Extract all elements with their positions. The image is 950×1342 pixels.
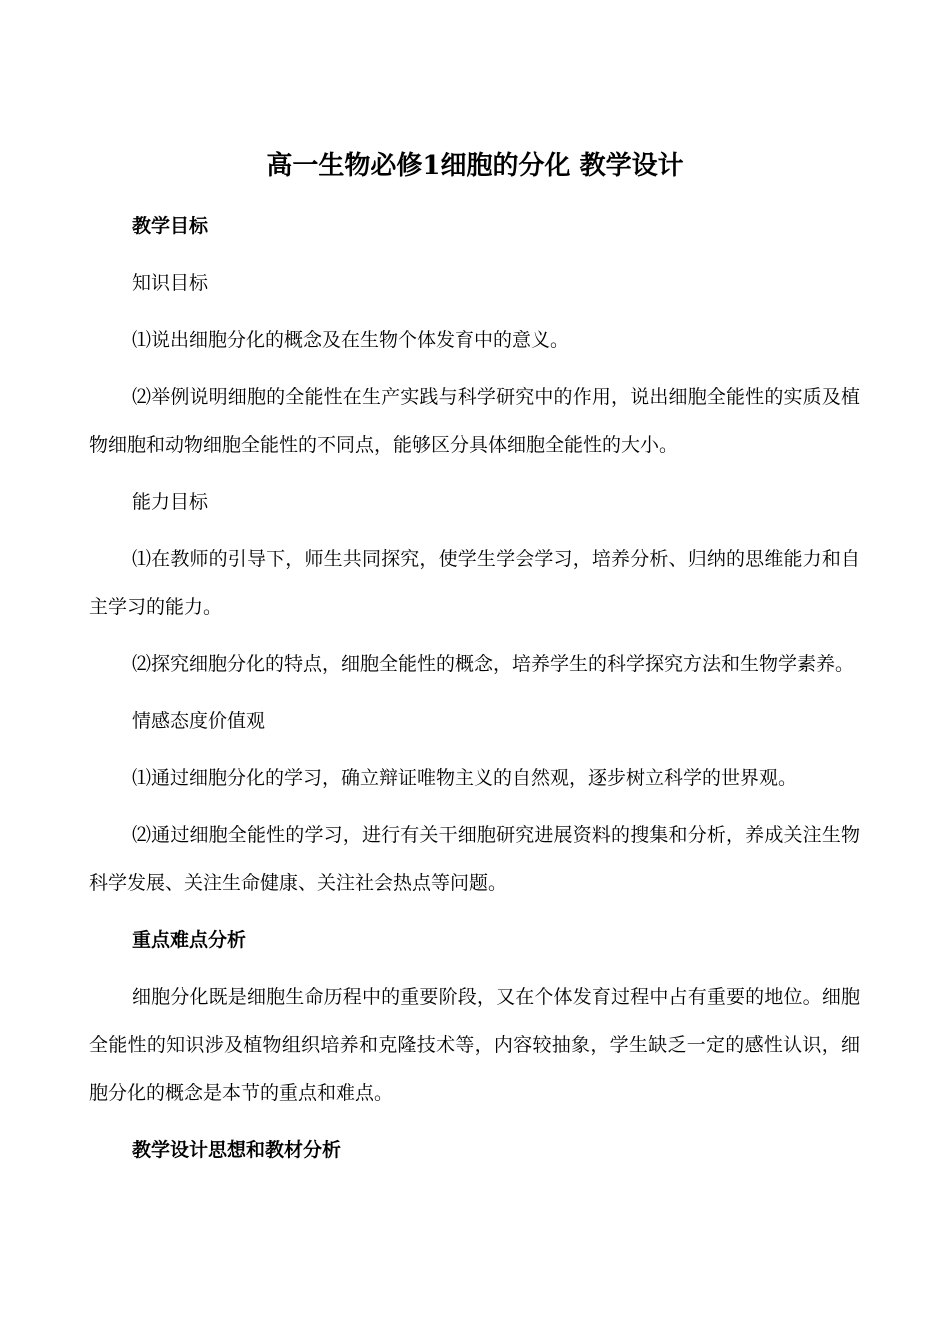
paragraph	[89, 754, 860, 802]
section-heading	[89, 916, 860, 964]
text-line: 胞分化的概念是本节的重点和难点。	[89, 1082, 394, 1104]
section-heading	[89, 1126, 860, 1174]
subsection-heading	[89, 697, 860, 745]
text-line: 主学习的能力。	[89, 596, 223, 618]
text-line: ⑴说出细胞分化的概念及在生物个体发育中的意义。	[132, 329, 570, 351]
text-line: ⑵探究细胞分化的特点，细胞全能性的概念，培养学生的科学探究方法和生物学素养。	[132, 653, 855, 675]
text-line: ⑴通过细胞分化的学习，确立辩证唯物主义的自然观，逐步树立科学的世界观。	[132, 767, 798, 789]
subsection-heading	[89, 259, 860, 307]
text-line: ⑴在教师的引导下，师生共同探究，使学生学会学习，培养分析、归纳的思维能力和自	[132, 548, 860, 570]
text-line: 知识目标	[132, 272, 209, 294]
document-title: 高一生物必修1细胞的分化 教学设计	[266, 151, 684, 181]
text-line: 教学目标	[132, 215, 209, 237]
paragraph	[89, 640, 860, 688]
document-body	[89, 202, 860, 1183]
text-line: 重点难点分析	[132, 929, 247, 951]
text-line: 细胞分化既是细胞生命历程中的重要阶段，又在个体发育过程中占有重要的地位。细胞	[132, 986, 860, 1008]
text-line: 全能性的知识涉及植物组织培养和克隆技术等，内容较抽象，学生缺乏一定的感性认识，细	[89, 1034, 860, 1056]
text-line: 能力目标	[132, 491, 209, 513]
text-line: ⑵举例说明细胞的全能性在生产实践与科学研究中的作用，说出细胞全能性的实质及植	[132, 386, 860, 408]
text-line: 科学发展、关注生命健康、关注社会热点等问题。	[89, 872, 508, 894]
paragraph	[89, 316, 860, 364]
paragraph	[89, 811, 860, 907]
paragraph	[89, 973, 860, 1117]
text-line: 物细胞和动物细胞全能性的不同点，能够区分具体细胞全能性的大小。	[89, 434, 679, 456]
text-line: 情感态度价值观	[132, 710, 266, 732]
paragraph	[89, 535, 860, 631]
subsection-heading	[89, 478, 860, 526]
text-line: ⑵通过细胞全能性的学习，进行有关干细胞研究进展资料的搜集和分析，养成关注生物	[132, 824, 860, 846]
text-line: 教学设计思想和教材分析	[132, 1139, 342, 1161]
section-heading	[89, 202, 860, 250]
paragraph	[89, 373, 860, 469]
